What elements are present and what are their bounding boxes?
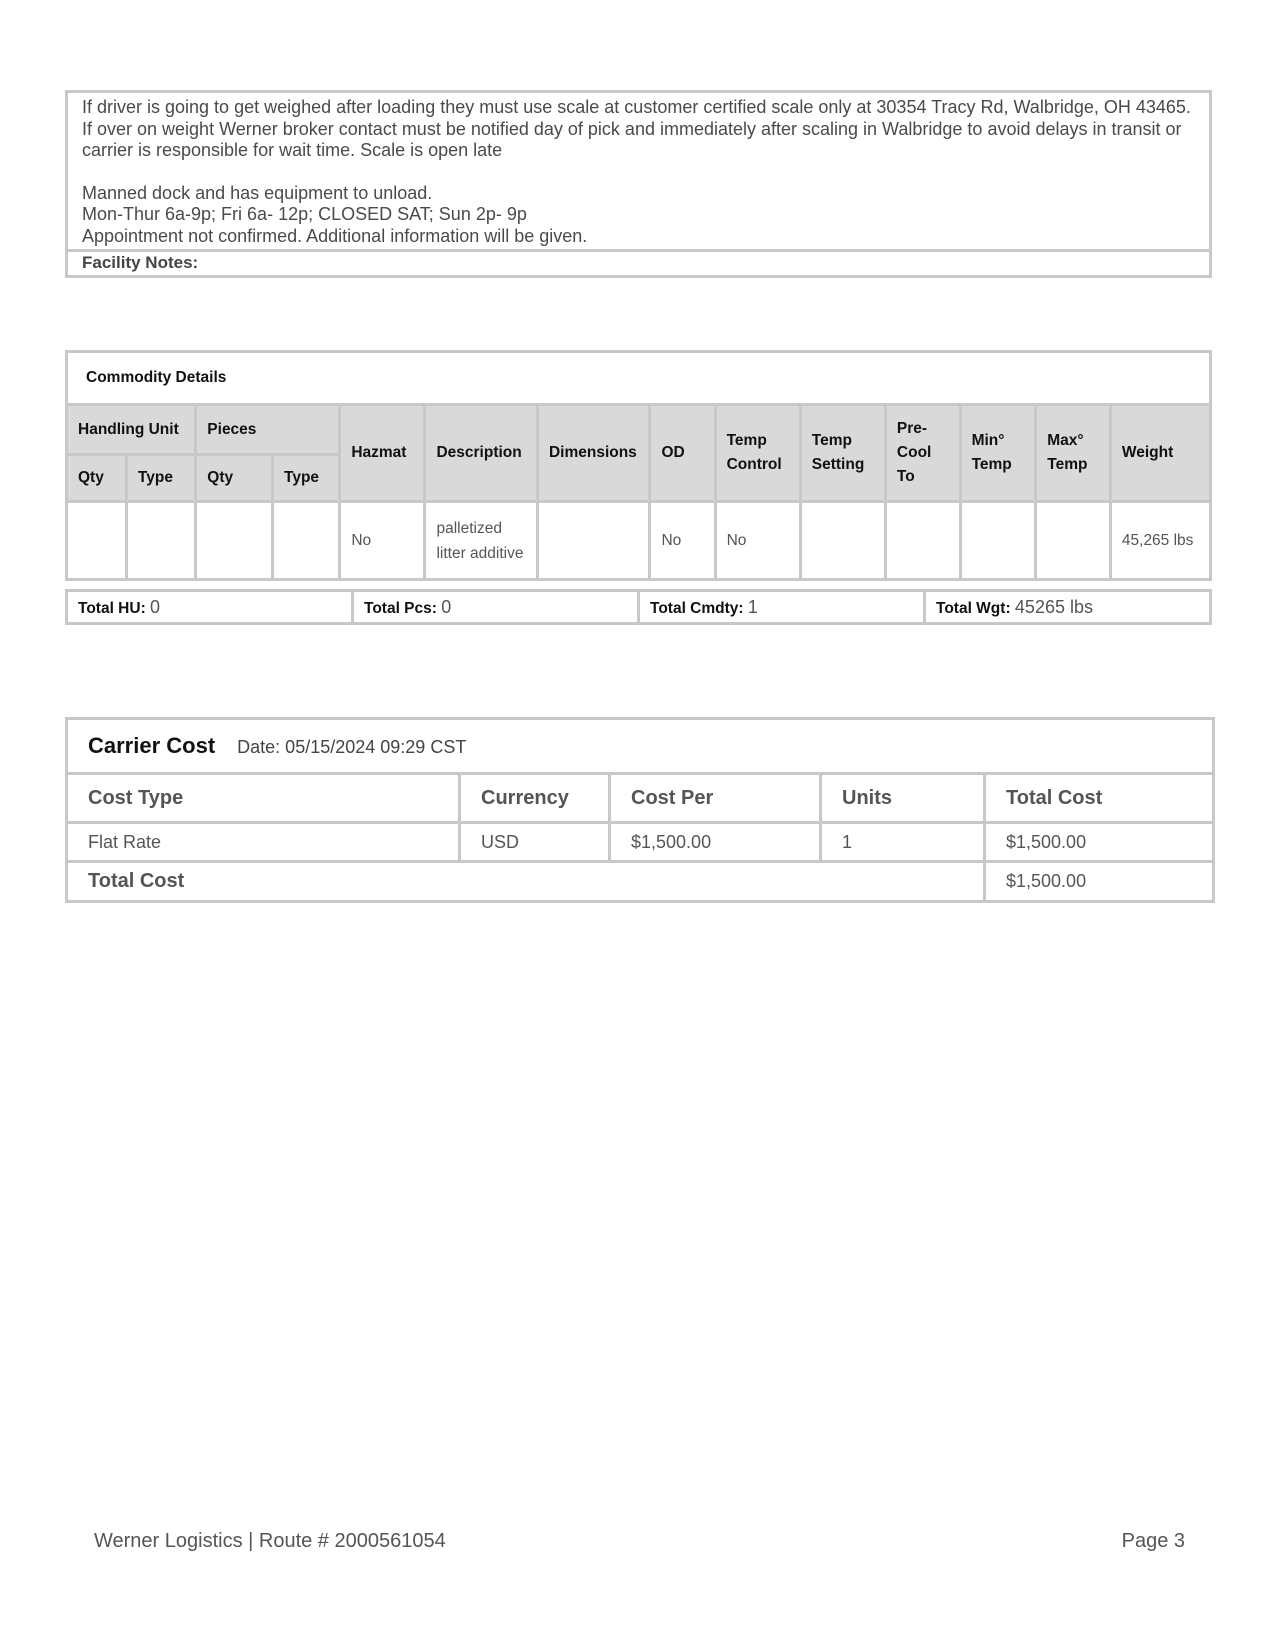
cell-hu-qty: [67, 502, 127, 580]
header-cost-per: Cost Per: [610, 774, 821, 823]
header-currency: Currency: [460, 774, 610, 823]
header-handling-unit: Handling Unit: [67, 405, 196, 455]
carrier-cost-table: [65, 717, 1215, 903]
cell-temp-control: No: [715, 502, 800, 580]
cell-pcs-qty: [196, 502, 273, 580]
total-wgt: [925, 591, 1211, 624]
facility-notes-label: Facility Notes:: [68, 249, 1209, 275]
header-temp-control: Temp Control: [715, 405, 800, 502]
total-pcs-value: 0: [441, 596, 452, 617]
header-od: OD: [650, 405, 715, 502]
table-row: [67, 502, 1211, 580]
footer-page-number: Page 3: [1121, 1530, 1185, 1552]
total-hu-label: Total HU:: [78, 599, 146, 617]
footer-route: Werner Logistics | Route # 2000561054: [94, 1530, 446, 1552]
cell-dimensions: [537, 502, 649, 580]
total-pcs-label: Total Pcs:: [364, 599, 437, 617]
header-pre-cool-to: Pre-Cool To: [885, 405, 960, 502]
scale-instructions: If driver is going to get weighed after loading they must use scale at customer certified scale only at 30354 Tracy Rd, Walbridge, OH 43465. If over on weight Werner broker contact must be notified day of pick and immediately after scaling in Walbridge to avoid delays in transit or carrier is responsible for wait time. Scale is open late: [82, 97, 1191, 160]
header-dimensions: Dimensions: [537, 405, 649, 502]
header-pcs-type: Type: [273, 455, 340, 502]
total-hu: [67, 591, 353, 624]
header-temp-setting: Temp Setting: [800, 405, 885, 502]
carrier-cost-date: Date: 05/15/2024 09:29 CST: [237, 737, 467, 757]
header-cost-type: Cost Type: [67, 774, 460, 823]
header-hu-type: Type: [126, 455, 195, 502]
total-hu-value: 0: [150, 596, 161, 617]
appointment-info: Appointment not confirmed. Additional information will be given.: [82, 225, 588, 246]
cell-units: 1: [821, 823, 985, 862]
cell-hu-type: [126, 502, 195, 580]
cell-od: No: [650, 502, 715, 580]
header-max-temp: Max° Temp: [1036, 405, 1111, 502]
cell-description: palletized litter additive: [425, 502, 537, 580]
commodity-details-title: Commodity Details: [67, 352, 1211, 405]
cell-hazmat: No: [340, 502, 425, 580]
total-cost-label: Total Cost: [67, 862, 985, 902]
hours-info: Mon-Thur 6a-9p; Fri 6a- 12p; CLOSED SAT; Sun 2p- 9p: [82, 204, 527, 224]
carrier-cost-title: Carrier Cost: [88, 733, 216, 758]
cell-cost-type: Flat Rate: [67, 823, 460, 862]
total-pcs: [353, 591, 639, 624]
header-units: Units: [821, 774, 985, 823]
cell-temp-setting: [800, 502, 885, 580]
cell-max-temp: [1036, 502, 1111, 580]
dock-info: Manned dock and has equipment to unload.: [82, 182, 433, 203]
stop-notes-body: [68, 93, 1209, 249]
header-weight: Weight: [1110, 405, 1210, 502]
total-wgt-value: 45265 lbs: [1014, 596, 1093, 617]
carrier-cost-header: [67, 719, 1214, 774]
header-total-cost: Total Cost: [985, 774, 1214, 823]
cell-pre-cool-to: [885, 502, 960, 580]
commodity-details-table: [65, 350, 1212, 581]
header-hazmat: Hazmat: [340, 405, 425, 502]
total-cost-value: $1,500.00: [985, 862, 1214, 902]
total-cmdty-value: 1: [747, 596, 758, 617]
commodity-totals-row: [65, 589, 1212, 625]
cell-total-cost: $1,500.00: [985, 823, 1214, 862]
header-pcs-qty: Qty: [196, 455, 273, 502]
stop-notes-box: [65, 90, 1212, 278]
cell-weight: 45,265 lbs: [1110, 502, 1210, 580]
cell-min-temp: [960, 502, 1036, 580]
header-min-temp: Min° Temp: [960, 405, 1036, 502]
cell-pcs-type: [273, 502, 340, 580]
cell-currency: USD: [460, 823, 610, 862]
header-hu-qty: Qty: [67, 455, 127, 502]
cell-cost-per: $1,500.00: [610, 823, 821, 862]
header-description: Description: [425, 405, 537, 502]
header-pieces: Pieces: [196, 405, 340, 455]
total-wgt-label: Total Wgt:: [936, 599, 1011, 617]
table-row: [67, 823, 1214, 862]
total-cmdty: [639, 591, 925, 624]
total-cost-row: [67, 862, 1214, 902]
total-cmdty-label: Total Cmdty:: [650, 599, 744, 617]
